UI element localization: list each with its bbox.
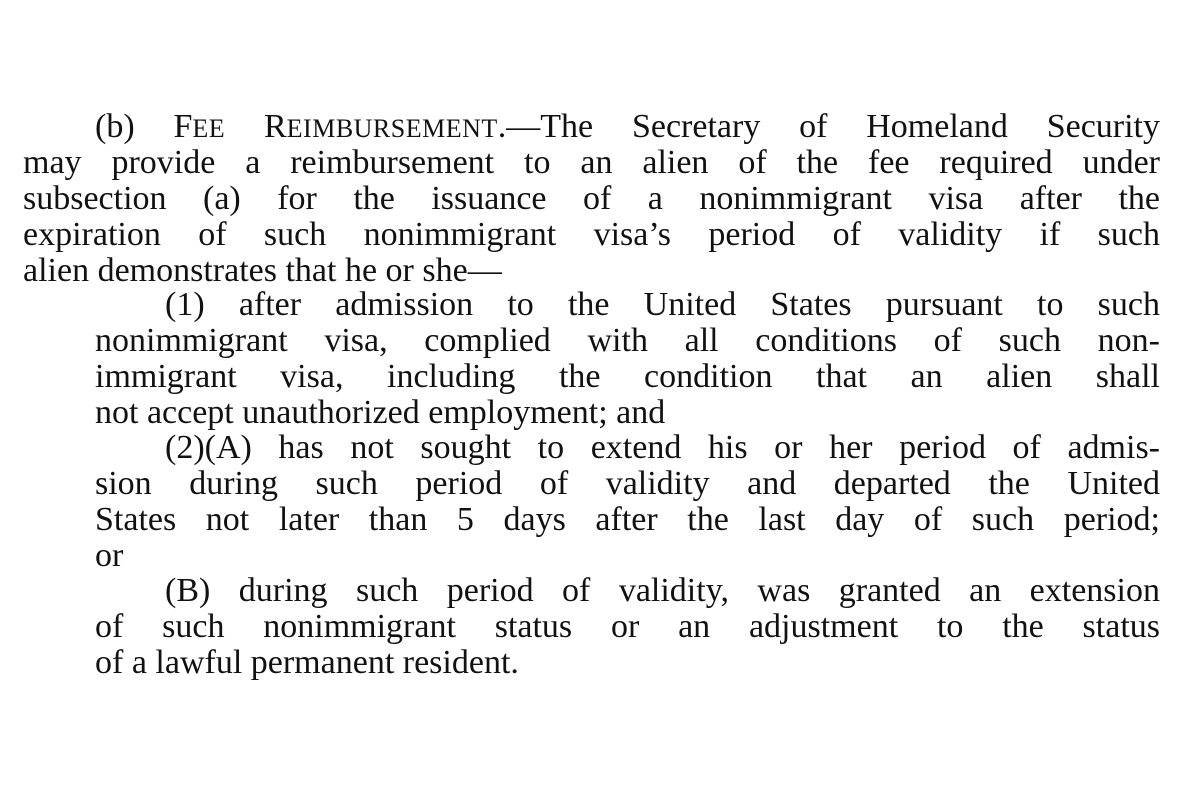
section-b-heading: FEE REIMBURSEMENT.— — [173, 108, 541, 145]
paragraph-2b-line-2: of such nonimmigrant status or an adjustment to the status — [95, 608, 1160, 645]
paragraph-2a-line-3: States not later than 5 days after the last day of such period; — [95, 501, 1160, 538]
paragraph-2b-line-3: of a lawful permanent resident. — [95, 644, 519, 681]
section-b-line-1 — [95, 109, 1160, 147]
section-b-line-2: may provide a reimbursement to an alien of the fee required under — [23, 144, 1160, 181]
paragraph-2a-line-4: or — [95, 537, 124, 574]
paragraph-1-line-1: (1) after admission to the United States pursuant to such — [165, 286, 1160, 323]
paragraph-1-line-3: immigrant visa, including the condition that an alien shall — [95, 358, 1160, 395]
paragraph-1-line-4: not accept unauthorized employment; and — [95, 394, 666, 431]
section-b-line-5: alien demonstrates that he or she— — [23, 252, 502, 289]
paragraph-2a-line-1: (2)(A) has not sought to extend his or her period of admis- — [165, 429, 1160, 466]
paragraph-2a-line-2: sion during such period of validity and departed the United — [95, 465, 1160, 502]
section-b-line-3: subsection (a) for the issuance of a nonimmigrant visa after the — [23, 180, 1160, 217]
section-b-label: (b) — [95, 108, 135, 145]
section-b-text: The Secretary of Homeland Security — [540, 108, 1160, 145]
paragraph-2b-line-1: (B) during such period of validity, was granted an extension — [165, 572, 1160, 609]
section-b-line-4: expiration of such nonimmigrant visa’s period of validity if such — [23, 216, 1160, 253]
paragraph-1-line-2: nonimmigrant visa, complied with all conditions of such non- — [95, 322, 1160, 359]
